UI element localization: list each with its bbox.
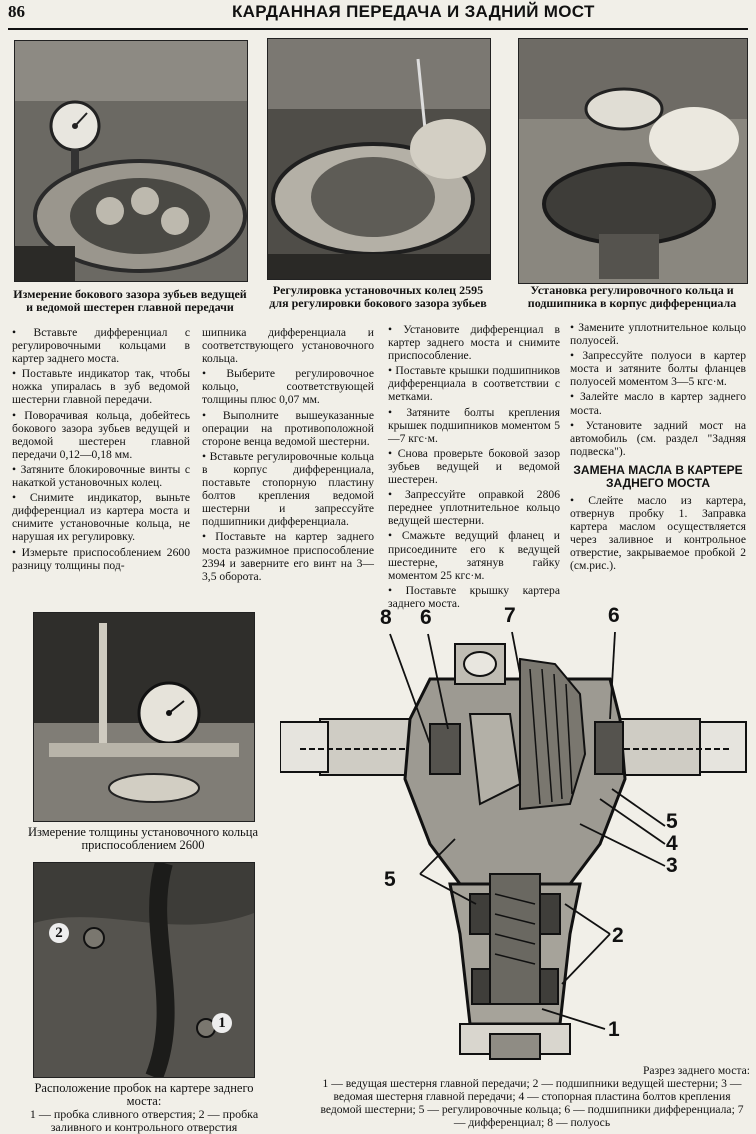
text-column-2 xyxy=(202,326,374,585)
photo-adjusting-rings xyxy=(267,38,491,280)
callout-1: 1 xyxy=(608,1018,620,1041)
caption-photo4: Измерение толщины установочного кольца приспособлением 2600 xyxy=(27,825,258,852)
caption-photo2: Регулировка установочных колец 2595 для регулировки бокового зазора зубьев xyxy=(269,283,487,310)
paragraph: • Вставьте регулировочные кольца в корпус дифференциала, поставьте стопорную пластину болтов крепления ведомой шестерни и запрессуйте подшипники дифференциала. xyxy=(202,449,374,529)
paragraph: • Залейте масло в картер заднего моста. xyxy=(570,390,746,417)
callout-4: 4 xyxy=(666,832,678,855)
callout-3: 3 xyxy=(666,854,678,877)
photo-drain-plugs xyxy=(33,862,255,1078)
rear-axle-diagram xyxy=(280,604,748,1064)
callout-2: 2 xyxy=(612,924,624,947)
paragraph: • Выберите регулировочное кольцо, соответствующей толщины плюс 0,07 мм. xyxy=(202,367,374,407)
paragraph: • Смажьте ведущий фланец и присоедините его к ведущей шестерне, затянув гайку моментом 25 кгс·м. xyxy=(388,529,560,582)
callout-8: 8 xyxy=(380,606,392,629)
paragraph: • Слейте масло из картера, отвернув пробку 1. Заправка картера маслом осуществляется через заливное и контрольное отверстие, закрываемое пробкой 2 (см.рис.). xyxy=(570,493,746,573)
page-title: КАРДАННАЯ ПЕРЕДАЧА И ЗАДНИЙ МОСТ xyxy=(232,2,595,21)
text-column-3 xyxy=(388,323,560,612)
paragraph: • Поставьте на картер заднего моста разжимное приспособление 2394 и заверните его винт на 3—3,5 оборота. xyxy=(202,530,374,583)
paragraph: • Запрессуйте оправкой 2806 переднее уплотнительное кольцо ведущей шестерни. xyxy=(388,488,560,528)
caption-photo5-title: Расположение пробок на картере заднего моста: xyxy=(34,1081,254,1108)
paragraph: • Измерьте приспособлением 2600 разницу толщины под- xyxy=(12,545,190,572)
paragraph: • Выполните вышеуказанные операции на противоположной стороне венца ведомой шестерни. xyxy=(202,408,374,448)
paragraph: • Поворачивая кольца, добейтесь бокового зазора зубьев ведущей и ведомой шестерен главной передачи 0,12—0,18 мм. xyxy=(12,408,190,461)
paragraph: • Установите задний мост на автомобиль (см. раздел "Задняя подвеска"). xyxy=(570,418,746,458)
paragraph: • Запрессуйте полуоси в картер моста и затяните болты фланцев полуосей моментом 3—5 кгс·м. xyxy=(570,349,746,389)
text-column-4 xyxy=(570,321,746,575)
caption-photo1: Измерение бокового зазора зубьев ведущей и ведомой шестерен главной передачи xyxy=(13,287,247,314)
callout-6-right: 6 xyxy=(608,604,620,627)
paragraph: • Поставьте индикатор так, чтобы ножка упиралась в зуб ведомой шестерни главной передачи. xyxy=(12,367,190,407)
photo-backlash-measurement xyxy=(14,40,248,282)
callout-7: 7 xyxy=(504,604,516,627)
callout-5-right: 5 xyxy=(666,810,678,833)
paragraph: • Затяните блокировочные винты с накаткой установочных колец. xyxy=(12,462,190,490)
plug-label-2: 2 xyxy=(49,923,69,943)
page-header xyxy=(8,2,748,30)
paragraph: шипника дифференциала и соответствующего установочного кольца. xyxy=(202,326,374,366)
paragraph: • Снимите индикатор, выньте дифференциал из картера моста и снимите установочные кольца, не нарушая их регулировку. xyxy=(12,491,190,544)
paragraph: • Поставьте крышку картера заднего моста. xyxy=(388,583,560,610)
paragraph: • Снова проверьте боковой зазор зубьев ведущей и ведомой шестерен. xyxy=(388,446,560,487)
callout-6-left: 6 xyxy=(420,606,432,629)
diagram-caption xyxy=(314,1064,750,1129)
photo-bearing-install xyxy=(518,38,748,284)
plug-label-1: 1 xyxy=(212,1013,232,1033)
caption-photo5-legend: 1 — пробка сливного отверстия; 2 — пробка заливного и контрольного отверстия xyxy=(29,1107,259,1134)
callout-5-left: 5 xyxy=(384,868,396,891)
paragraph: • Поставьте крышки подшипников дифференциала в соответствии с метками. xyxy=(388,364,560,404)
paragraph: • Вставьте дифференциал с регулировочными кольцами в картер заднего моста. xyxy=(12,326,190,366)
caption-photo5 xyxy=(24,1082,264,1134)
section-heading: ЗАМЕНА МАСЛА В КАРТЕРЕ ЗАДНЕГО МОСТА xyxy=(573,462,743,490)
paragraph: • Затяните болты крепления крышек подшипников моментом 5—7 кгс·м. xyxy=(388,405,560,445)
paragraph: • Установите дифференциал в картер заднего моста и снимите приспособление. xyxy=(388,323,560,363)
text-column-1 xyxy=(12,326,190,574)
diagram-caption-title: Разрез заднего моста: xyxy=(642,1064,750,1077)
diagram-caption-legend: 1 — ведущая шестерня главной передачи; 2 — подшипники ведущей шестерни; 3 — ведомая шестерня главной передачи; 4 — стопорная пластина болтов крепления ведомой шестерни; 5 — регулировочные кольца; 6 — подшипники дифференциала; 7 — дифференциал; 8 — полуось xyxy=(320,1077,744,1129)
page-number: 86 xyxy=(8,2,25,21)
caption-photo3: Установка регулировочного кольца и подшипника в корпус дифференциала xyxy=(527,283,737,310)
photo-ring-thickness xyxy=(33,612,255,822)
paragraph: • Замените уплотнительное кольцо полуосей. xyxy=(570,321,746,348)
